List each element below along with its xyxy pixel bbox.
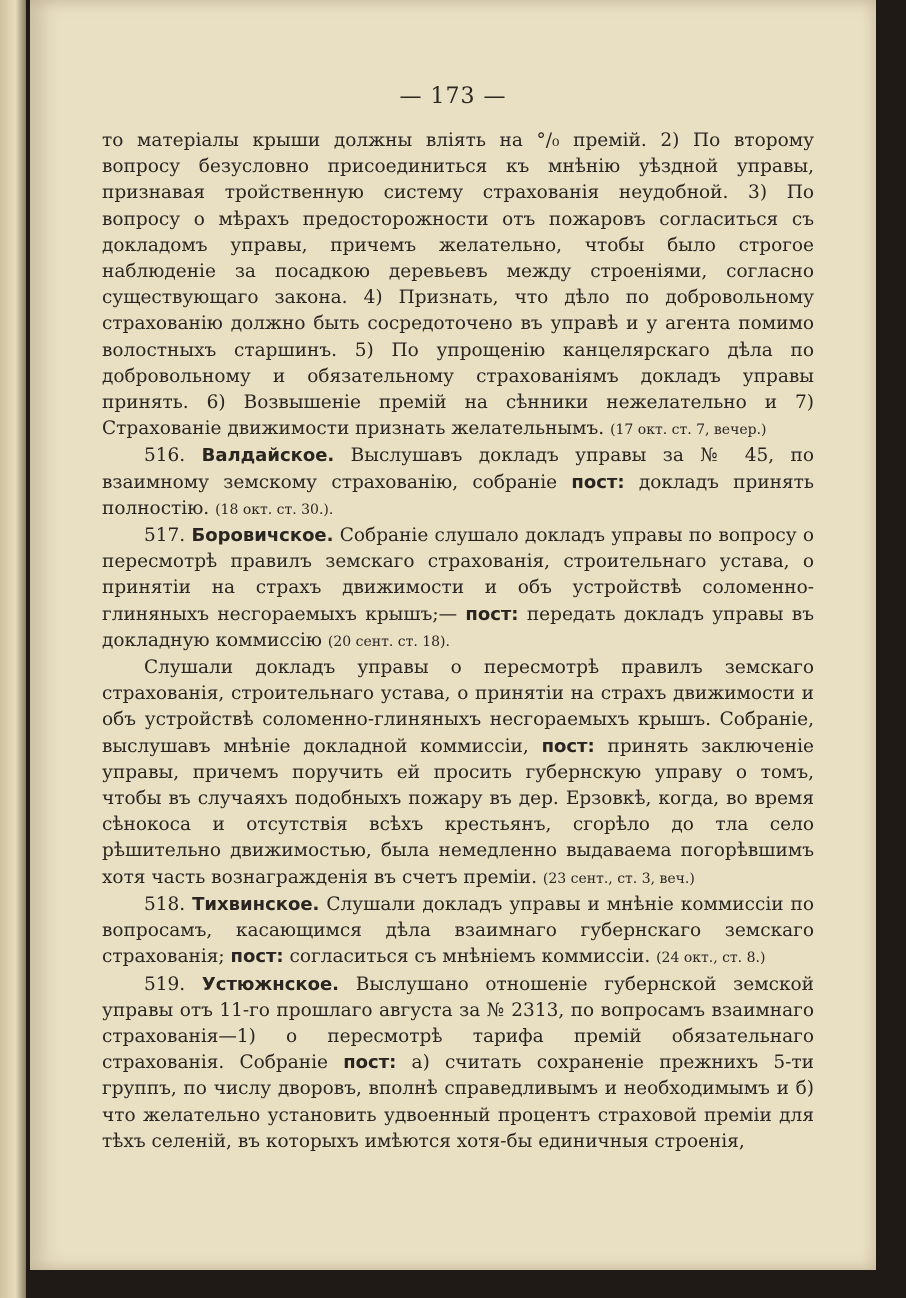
- paragraph-intro: [102, 128, 814, 443]
- page-body: [102, 128, 814, 1155]
- entry-text: принять заключеніе управы, причемъ поручить ей просить губернскую управу о томъ, чтобы въ случаяхъ подобныхъ пожару въ дер. Ерзовкѣ, когда, во время сѣнокоса и отсутствія всѣхъ крестьянъ, сгорѣло до тла село рѣшительно движимостью, была немедленно выдаваема погорѣвшимъ хотя часть вознагражденія въ счетъ преміи.: [102, 735, 815, 888]
- entry-date: (24 окт., ст. 8.): [656, 950, 766, 967]
- entry-number: 518.: [144, 893, 186, 915]
- entry-number: 519.: [144, 973, 186, 995]
- page-number: — 173 —: [399, 84, 507, 109]
- entry-517-continued: [102, 655, 814, 892]
- entry-519: [102, 972, 814, 1155]
- resolution-label: пост:: [343, 1052, 397, 1074]
- resolution-label: пост:: [230, 946, 284, 968]
- intro-text: то матеріалы крыши должны влiять на °/₀ премій. 2) По второму вопросу безусловно присоединиться къ мнѣнію уѣздной управы, признавая тройственную систему страхованія неудобной. 3) По вопросу о мѣрахъ предосторожности отъ пожаровъ согласиться съ докладомъ управы, причемъ желательно, чтобы было строгое наблюденіе за посадкою деревьевъ между строеніями, согласно существующаго закона. 4) Признать, что дѣло по добровольному страхованію должно быть сосредоточено въ управѣ и у агента помимо волостныхъ старшинъ. 5) По упрощенію канцелярскаго дѣла по добровольному и обязательному страхованіямъ докладъ управы принять. 6) Возвышеніе премій на сѣнники нежелательно и 7) Страхованіе движимости признать желательнымъ.: [102, 130, 814, 440]
- entry-text: передать докладъ управы въ докладную коммиссію: [102, 603, 814, 651]
- resolution-label: пост:: [465, 603, 519, 625]
- entry-number: 517.: [144, 525, 186, 547]
- entry-text: Слушали докладъ управы и мнѣніе коммиссіи по вопросамъ, касающимся дѣла взаимнаго губернскаго земскаго страхованія;: [102, 893, 814, 968]
- entry-name: Тихвинское.: [192, 893, 320, 915]
- entry-517: [102, 523, 814, 655]
- entry-date: (23 сент., ст. 3, веч.): [542, 870, 695, 887]
- entry-518: [102, 892, 814, 972]
- entry-text: докладъ принять полностію.: [102, 471, 814, 519]
- previous-page-edge: [0, 0, 26, 1298]
- entry-date: (18 окт. ст. 30.).: [215, 501, 334, 518]
- entry-text: согласиться съ мнѣніемъ коммиссіи.: [289, 946, 651, 968]
- entry-number: 516.: [144, 445, 186, 467]
- entry-text: Выслушано отношеніе губернской земской управы отъ 11-го прошлаго августа за № 2313, по вопросамъ взаимнаго страхованія—1) о пересмотрѣ тарифа премій обязательнаго страхованія. Собраніе: [102, 973, 814, 1074]
- resolution-label: пост:: [541, 735, 595, 757]
- intro-date: (17 окт. ст. 7, вечер.): [610, 422, 767, 439]
- resolution-label: пост:: [571, 471, 625, 493]
- entry-text: Собраніе слушало докладъ управы по вопросу о пересмотрѣ правилъ земскаго страхованія, строительнаго устава, о принятіи на страхъ движимости и объ устройствѣ соломенно-глиняныхъ несгораемыхъ крышъ;—: [102, 525, 814, 625]
- entry-text: Выслушавъ докладъ управы за № 45, по взаимному земскому страхованію, собраніе: [102, 445, 814, 493]
- entry-516: [102, 443, 814, 523]
- entry-name: Валдайское.: [201, 445, 335, 467]
- entry-name: Устюжнское.: [201, 973, 340, 995]
- entry-name: Боровичское.: [191, 525, 334, 547]
- book-page: [30, 0, 876, 1270]
- entry-date: (20 сент. ст. 18).: [327, 633, 450, 650]
- entry-text: а) считать сохраненіе прежнихъ 5-ти группъ, по числу дворовъ, вполнѣ справедливымъ и необходимымъ и б) что желательно установить удвоенный процентъ страховой преміи для тѣхъ селеній, въ которыхъ имѣются хотя-бы единичныя строенія,: [102, 1052, 814, 1152]
- entry-text: Слушали докладъ управы о пересмотрѣ правилъ земскаго страхованія, строительнаго устава, о принятіи на страхъ движимости и объ устройствѣ соломенно-глиняныхъ несгораемыхъ крышъ. Собраніе, выслушавъ мнѣніе докладной коммиссіи,: [102, 657, 814, 757]
